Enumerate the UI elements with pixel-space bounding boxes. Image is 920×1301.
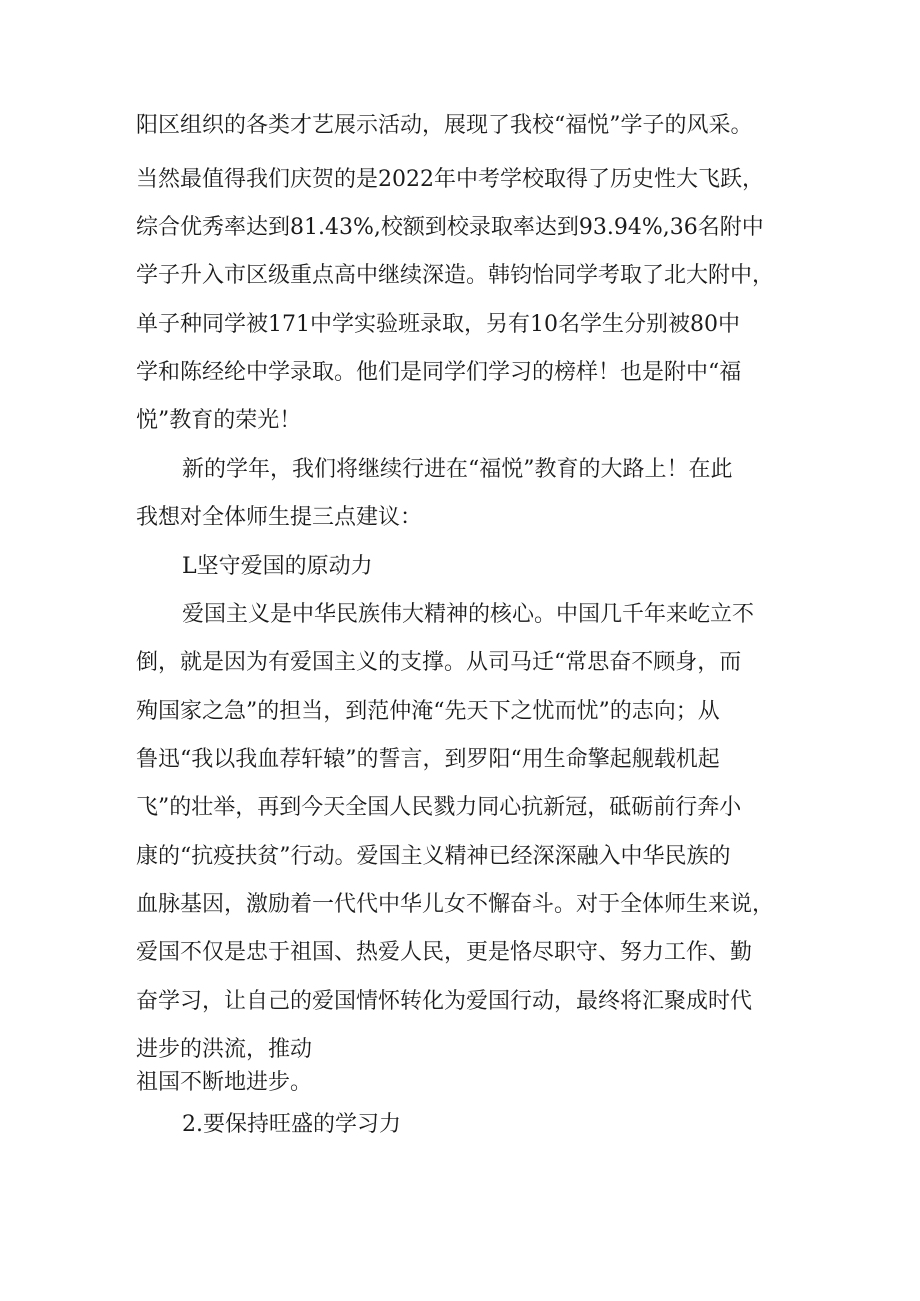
text-line: 阳区组织的各类才艺展示活动，展现了我校“福悦”学子的风采。 (136, 113, 753, 138)
text-line: 殉国家之急”的担当，到范仲淹“先天下之忧而忧”的志向；从 (136, 699, 720, 724)
paragraph-start-line: 爱国主义是中华民族伟大精神的核心。中国几千年来屹立不 (182, 602, 755, 627)
text-line: 悦”教育的荣光！ (136, 408, 302, 433)
text-line: 康的“抗疫扶贫”行动。爱国主义精神已经深深融入中华民族的 (136, 844, 731, 869)
text-line: 爱国不仅是忠于祖国、热爱人民，更是恪尽职守、努力工作、勤 (136, 940, 753, 965)
text-line: 单子种同学被171中学实验班录取，另有10名学生分别被80中 (136, 312, 740, 337)
text-line: 倒，就是因为有爱国主义的支撑。从司马迁“常思奋不顾身，而 (136, 650, 742, 675)
text-line: 祖国不断地进步。 (136, 1070, 313, 1095)
text-line: 飞”的壮举，再到今天全国人民戮力同心抗新冠，砥砺前行奔小 (136, 795, 742, 820)
text-line: 学子升入市区级重点高中继续深造。韩钧怡同学考取了北大附中， (136, 263, 775, 288)
paragraph-start-line: 新的学年，我们将继续行进在“福悦”教育的大路上！在此 (182, 457, 733, 482)
text-line: 我想对全体师生提三点建议： (136, 505, 423, 530)
text-line: 鲁迅“我以我血荐轩辕”的誓言，到罗阳“用生命擎起舰载机起 (136, 747, 720, 772)
section-heading-2: 2.要保持旺盛的学习力 (182, 1112, 401, 1137)
section-heading-1: L坚守爱国的原动力 (182, 554, 373, 579)
text-line: 当然最值得我们庆贺的是2022年中考学校取得了历史性大飞跃， (136, 167, 764, 192)
text-line: 综合优秀率达到81.43%,校额到校录取率达到93.94%,36名附中 (136, 215, 764, 240)
text-line: 奋学习，让自己的爱国情怀转化为爱国行动，最终将汇聚成时代 (136, 989, 753, 1014)
text-line: 学和陈经纶中学录取。他们是同学们学习的榜样！也是附中“福 (136, 360, 742, 385)
text-line: 血脉基因，激励着一代代中华儿女不懈奋斗。对于全体师生来说， (136, 892, 775, 917)
text-line: 进步的洪流，推动 (136, 1037, 313, 1062)
